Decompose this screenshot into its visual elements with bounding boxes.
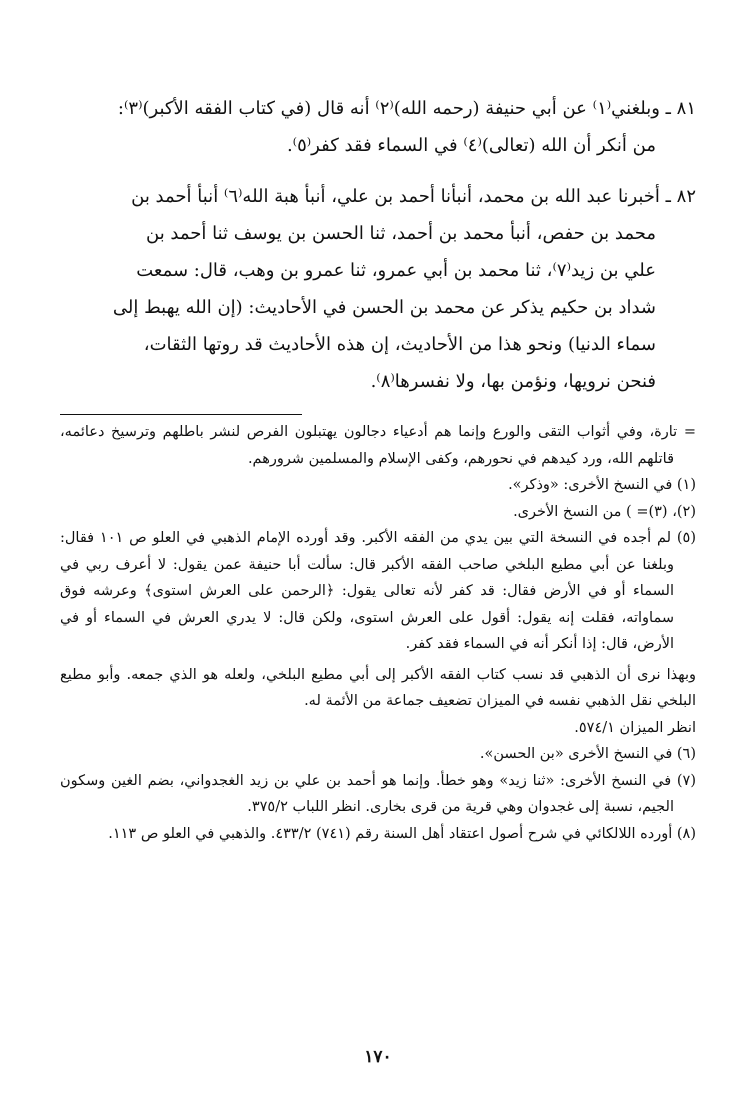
page-number: ١٧٠ <box>364 1047 392 1067</box>
main-text <box>60 90 696 400</box>
entry-line: سماء الدنيا) ونحو هذا من الأحاديث، إن هذه الأحاديث قد روتها الثقات، <box>143 334 656 355</box>
entry-81 <box>60 90 696 164</box>
footnote-5-para-2: وبهذا نرى أن الذهبي قد نسب كتاب الفقه الأكبر إلى أبي مطيع البلخي، ولعله هو الذي جمعه. وأبو مطيع البلخي نقل الذهبي نفسه في الميزان تضعيف جماعة من الأئمة له. <box>60 666 696 709</box>
footnote-7: (٧) في النسخ الأخرى: «ثنا زيد» وهو خطأ. وإنما هو أحمد بن علي بن زيد الغجدواني، بضم الغين وسكون الجيم، نسبة إلى غجدوان وهي قرية من قرى بخارى. انظر اللباب ٣٧٥/٢. <box>60 772 696 815</box>
entry-line: من أنكر أن الله (تعالى)⁽٤⁾ في السماء فقد كفر⁽٥⁾. <box>286 135 656 156</box>
footnote-1: (١) في النسخ الأخرى: «وذكر». <box>508 477 696 493</box>
entry-82 <box>60 178 696 400</box>
entry-line: فنحن نرويها، ونؤمن بها، ولا نفسرها⁽٨⁾. <box>370 371 656 392</box>
entry-line: ٨٢ ـ أخبرنا عبد الله بن محمد، أنبأنا أحمد بن علي، أنبأ هبة الله⁽٦⁾ أنبأ أحمد بن <box>131 186 696 207</box>
footnote-continuation: = تارة، وفي أثواب التقى والورع وإنما هم أدعياء دجالون يهتبلون الفرص لنشر باطلهم وترسيخ دعائمه، قاتلهم الله، ورد كيدهم في نحورهم، وكفى الإسلام والمسلمين شرورهم. <box>60 424 696 467</box>
entry-line: ٨١ ـ وبلغني⁽١⁾ عن أبي حنيفة (رحمه الله)⁽٢⁾ أنه قال (في كتاب الفقه الأكبر)⁽٣⁾: <box>117 98 696 119</box>
entry-line: علي بن زيد⁽٧⁾، ثنا محمد بن أبي عمرو، ثنا عمرو بن وهب، قال: سمعت <box>136 260 656 281</box>
footnote-5-reference: انظر الميزان ٥٧٤/١. <box>574 719 696 736</box>
entry-line: شداد بن حكيم يذكر عن محمد بن الحسن في الأحاديث: (إن الله يهبط إلى <box>112 297 656 318</box>
footnote-8: (٨) أورده اللالكائي في شرح أصول اعتقاد أهل السنة رقم (٧٤١) ٤٣٣/٢. والذهبي في العلو ص ١١٣. <box>108 825 696 842</box>
footnote-2-3: (٢)، (٣)= ) من النسخ الأخرى. <box>513 503 696 520</box>
footnote-separator <box>60 414 302 415</box>
footnotes <box>60 419 696 847</box>
entry-line: محمد بن حفص، أنبأ محمد بن أحمد، ثنا الحسن بن يوسف ثنا أحمد بن <box>146 223 656 244</box>
footnote-6: (٦) في النسخ الأخرى «بن الحسن». <box>479 746 696 762</box>
footnote-5: (٥) لم أجده في النسخة التي بين يدي من الفقه الأكبر. وقد أورده الإمام الذهبي في العلو ص ١٠١ فقال: وبلغنا عن أبي مطيع البلخي صاحب الفقه الأكبر قال: سألت أبا حنيفة عمن يقول: لا أعرف ربي في السماء أو في الأرض فقال: قد كفر لأنه تعالى يقول: ﴿الرحمن على العرش استوى﴾ وعرشه فوق سماواته، فقلت إنه يقول: أقول على العرش استوى، ولكن قال: لا يدري العرش في السماء أو في الأرض، قال: إذا أنكر أنه في السماء فقد كفر. <box>60 530 696 652</box>
